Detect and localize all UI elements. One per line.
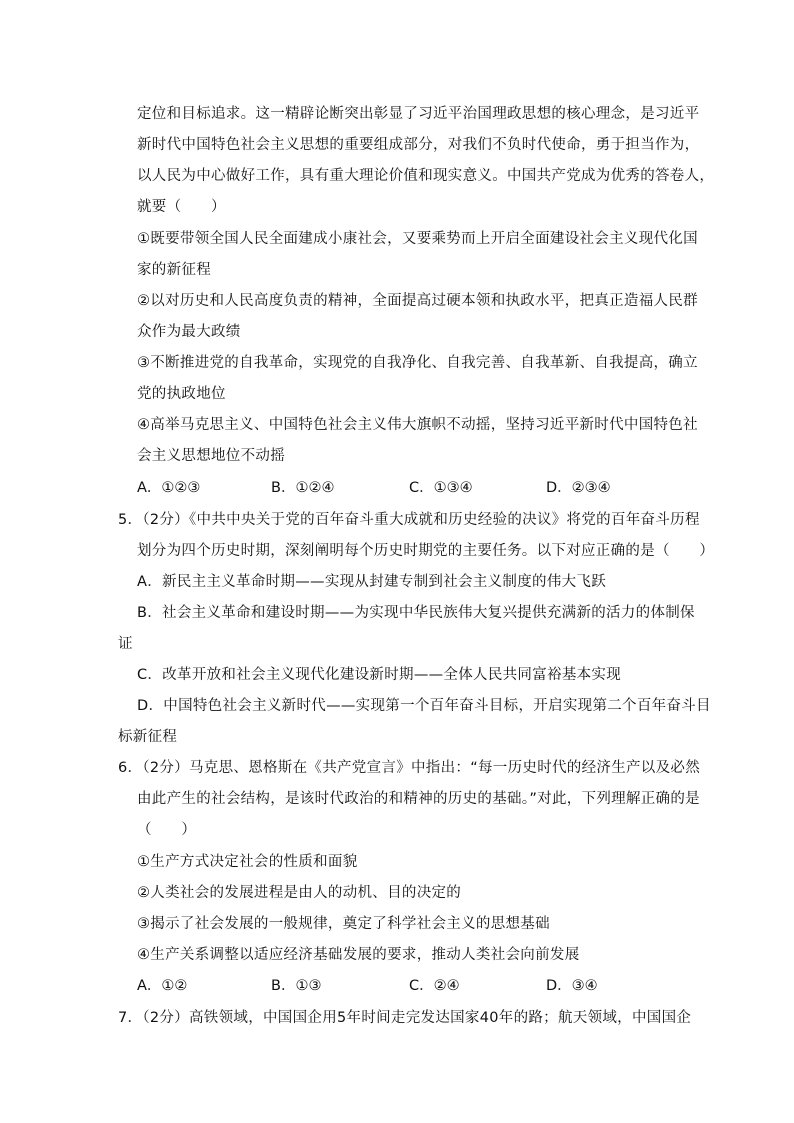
q5-option-d-line-2[interactable]: 标新征程 [118,729,178,745]
q6-item-3: ③揭示了社会发展的一般规律，奠定了科学社会主义的思想基础 [137,916,550,932]
q5-option-d-line-1[interactable]: D．中国特色社会主义新时代——实现第一个百年奋斗目标，开启实现第二个百年奋斗目 [137,698,711,714]
q6-option-c[interactable]: C．②④ [409,978,460,994]
q5-option-b-line-2[interactable]: 证 [118,636,133,652]
q5-option-b-line-1[interactable]: B．社会主义革命和建设时期——为实现中华民族伟大复兴提供充满新的活力的体制保 [137,605,695,621]
q6-item-4: ④生产关系调整以适应经济基础发展的要求，推动人类社会向前发展 [137,947,580,963]
q4-item-3-line-1: ③不断推进党的自我革命，实现党的自我净化、自我完善、自我革新、自我提高，确立 [137,355,698,371]
q6-stem-line-1: 6．（2分）马克思、恩格斯在《共产党宣言》中指出：“每一历史时代的经济生产以及必然 [118,760,701,776]
q5-option-a[interactable]: A．新民主主义革命时期——实现从封建专制到社会主义制度的伟大飞跃 [137,574,607,590]
q4-options [137,478,657,498]
q6-option-d[interactable]: D．③④ [546,978,598,994]
q4-item-4-line-1: ④高举马克思主义、中国特色社会主义伟大旗帜不动摇，坚持习近平新时代中国特色社 [137,417,698,433]
q6-stem-line-2: 由此产生的社会结构，是该时代政治的和精神的历史的基础。”对此，下列理解正确的是 [137,791,700,807]
q6-stem-line-3: （ ） [137,822,197,838]
q6-item-2: ②人类社会的发展进程是由人的动机、目的决定的 [137,885,462,901]
q4-item-4-line-2: 会主义思想地位不动摇 [137,448,285,464]
q4-item-1-line-1: ①既要带领全国人民全面建成小康社会，又要乘势而上开启全面建设社会主义现代化国 [137,231,698,247]
q4-item-3-line-2: 党的执政地位 [137,386,226,402]
q4-option-a[interactable]: A．①②③ [137,480,201,496]
q4-text-line-2: 新时代中国特色社会主义思想的重要组成部分，对我们不负时代使命，勇于担当作为， [137,137,700,153]
q4-option-c[interactable]: C．①③④ [409,480,473,496]
q6-option-b[interactable]: B．①③ [271,978,322,994]
q4-option-d[interactable]: D．②③④ [546,480,611,496]
q5-stem-line-2: 划分为四个历史时期，深刻阐明每个历史时期党的主要任务。以下对应正确的是（ ） [137,543,715,559]
q4-item-2-line-2: 众作为最大政绩 [137,324,241,340]
q4-item-2-line-1: ②以对历史和人民高度负责的精神，全面提高过硬本领和执政水平，把真正造福人民群 [137,293,698,309]
q5-stem-line-1: 5．（2分）《中共中央关于党的百年奋斗重大成就和历史经验的决议》将党的百年奋斗历程 [118,512,700,528]
q7-stem-line-1: 7．（2分）高铁领域，中国国企用5年时间走完发达国家40年的路；航天领域，中国国企 [118,1010,692,1026]
q4-text-line-3: 以人民为中心做好工作，具有重大理论价值和现实意义。中国共产党成为优秀的答卷人， [137,168,715,184]
q4-text-line-4: 就要（ ） [137,199,226,215]
q4-item-1-line-2: 家的新征程 [137,262,211,278]
q6-options [137,976,657,996]
q6-option-a[interactable]: A．①② [137,978,188,994]
q5-option-c[interactable]: C．改革开放和社会主义现代化建设新时期——全体人民共同富裕基本实现 [137,667,622,683]
q6-item-1: ①生产方式决定社会的性质和面貌 [137,854,358,870]
q4-option-b[interactable]: B．①②④ [271,480,335,496]
q4-text-line-1: 定位和目标追求。这一精辟论断突出彰显了习近平治国理政思想的核心理念，是习近平 [137,106,700,122]
